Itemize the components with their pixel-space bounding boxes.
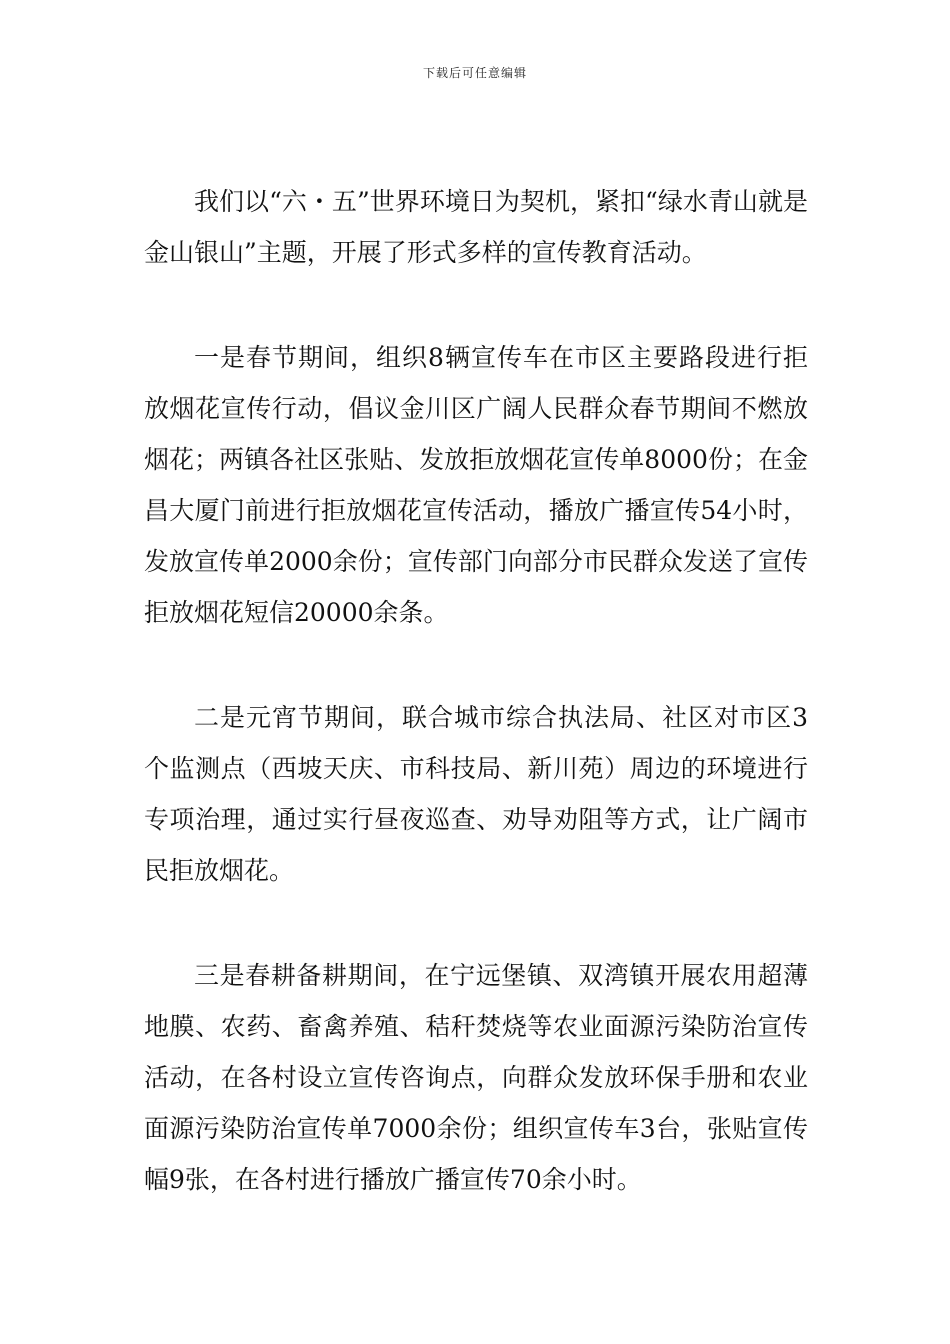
paragraph-spring-plowing: 三是春耕备耕期间，在宁远堡镇、双湾镇开展农用超薄地膜、农药、畜禽养殖、秸秆焚烧等农业面源污染防治宣传活动，在各村设立宣传咨询点，向群众发放环保手册和农业面源污染防治宣传单7000余份；组织宣传车3台，张贴宣传幅9张，在各村进行播放广播宣传70余小时。	[144, 961, 808, 1194]
page-header-note: 下载后可任意编辑	[422, 66, 527, 80]
paragraph-intro: 我们以“六・五”世界环境日为契机，紧扣“绿水青山就是金山银山”主题，开展了形式多样的宣传教育活动。	[144, 187, 808, 267]
paragraph-lantern-festival: 二是元宵节期间，联合城市综合执法局、社区对市区3个监测点（西坡天庆、市科技局、新川苑）周边的环境进行专项治理，通过实行昼夜巡查、劝导劝阻等方式，让广阔市民拒放烟花。	[144, 703, 808, 885]
paragraph-spring-festival: 一是春节期间，组织8辆宣传车在市区主要路段进行拒放烟花宣传行动，倡议金川区广阔人民群众春节期间不燃放烟花；两镇各社区张贴、发放拒放烟花宣传单8000份；在金昌大厦门前进行拒放烟花宣传活动，播放广播宣传54小时，发放宣传单2000余份；宣传部门向部分市民群众发送了宣传拒放烟花短信20000余条。	[144, 343, 808, 627]
document-body	[144, 176, 808, 1259]
